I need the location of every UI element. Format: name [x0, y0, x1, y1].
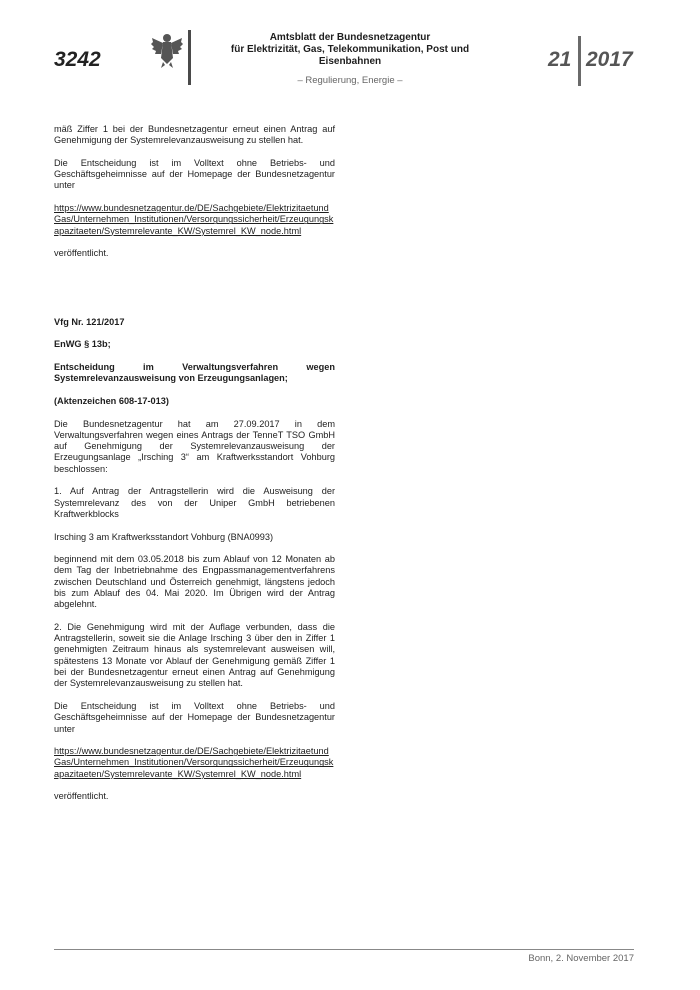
- paragraph: 1. Auf Antrag der Antragstellerin wird die Ausweisung der Systemrelevanz des von der Uniper GmbH betriebenen Kraftwerkblocks: [54, 486, 335, 519]
- legal-basis: EnWG § 13b;: [54, 339, 111, 350]
- paragraph: 2. Die Genehmigung wird mit der Auflage verbunden, dass die Antragstellerin, soweit sie die Anlage Irsching 3 über den in Ziffer 1 genehmigten Zeitraum hinaus als systemrelevant ausweisen will, spätestens 13 Monate vor Ablauf der Genehmigung gemäß Ziffer 1 bei der Bundesnetzagentur erneut einen Antrag auf Genehmigung der Systemrelevanzausweisung zu stellen hat.: [54, 621, 335, 689]
- section-spacer: [54, 271, 335, 317]
- homepage-link[interactable]: https://www.bundesnetzagentur.de/DE/Sachgebiete/ElektrizitaetundGas/Unternehmen_Institutionen/Versorgungssicherheit/Erzeugungskapazitaeten/Systemrelevante_KW/Systemrel_KW_node.html: [54, 746, 334, 779]
- issue-year: 2017: [586, 48, 633, 71]
- paragraph: Die Entscheidung ist im Volltext ohne Betriebs- und Geschäftsgeheimnisse auf der Homepage der Bundesnetzagentur unter: [54, 157, 335, 191]
- journal-title-line-2: für Elektrizität, Gas, Telekommunikation, Post und Eisenbahnen: [230, 44, 470, 67]
- paragraph: mäß Ziffer 1 bei der Bundesnetzagentur erneut einen Antrag auf Genehmigung der Systemrelevanzausweisung zu stellen hat.: [54, 124, 335, 146]
- file-reference: (Aktenzeichen 608-17-013): [54, 395, 169, 406]
- footer-divider: [54, 949, 634, 950]
- journal-subtitle: – Regulierung, Energie –: [297, 75, 403, 86]
- journal-title-block: [200, 32, 500, 86]
- paragraph: veröffentlicht.: [54, 248, 109, 259]
- homepage-link[interactable]: https://www.bundesnetzagentur.de/DE/Sachgebiete/ElektrizitaetundGas/Unternehmen_Institutionen/Versorgungssicherheit/Erzeugungskapazitaeten/Systemrelevante_KW/Systemrel_KW_node.html: [54, 203, 334, 236]
- issue-divider: [578, 36, 581, 86]
- text-column: [54, 124, 335, 814]
- decision-heading: Entscheidung im Verwaltungsverfahren wegen Systemrelevanzausweisung von Erzeugungsanlagen;: [54, 362, 335, 384]
- federal-eagle-icon: [150, 30, 184, 70]
- page-number: 3242: [54, 48, 101, 71]
- journal-title-line-1: Amtsblatt der Bundesnetzagentur: [269, 32, 431, 43]
- header-divider: [188, 30, 191, 85]
- paragraph: Die Entscheidung ist im Volltext ohne Betriebs- und Geschäftsgeheimnisse auf der Homepage der Bundesnetzagentur unter: [54, 700, 335, 734]
- paragraph: beginnend mit dem 03.05.2018 bis zum Ablauf von 12 Monaten ab dem Tag der Inbetriebnahme des Engpassmanagementverfahrens zwischen Deutschland und Österreich genehmigt, längstens jedoch bis zum Ablauf des 04. Mai 2020. Im Übrigen wird der Antrag abgelehnt.: [54, 554, 335, 610]
- paragraph: veröffentlicht.: [54, 791, 109, 802]
- order-number: Vfg Nr. 121/2017: [54, 316, 125, 327]
- issue-number: 21: [548, 48, 572, 71]
- paragraph: Irsching 3 am Kraftwerksstandort Vohburg (BNA0993): [54, 531, 274, 542]
- paragraph: Die Bundesnetzagentur hat am 27.09.2017 in dem Verwaltungsverfahren wegen eines Antrags der TenneT TSO GmbH auf Genehmigung der Systemrelevanzausweisung der Erzeugungsanlage „Irsching 3“ am Kraftwerksstandort Vohburg beschlossen:: [54, 418, 335, 474]
- footer-place-date: Bonn, 2. November 2017: [528, 953, 634, 964]
